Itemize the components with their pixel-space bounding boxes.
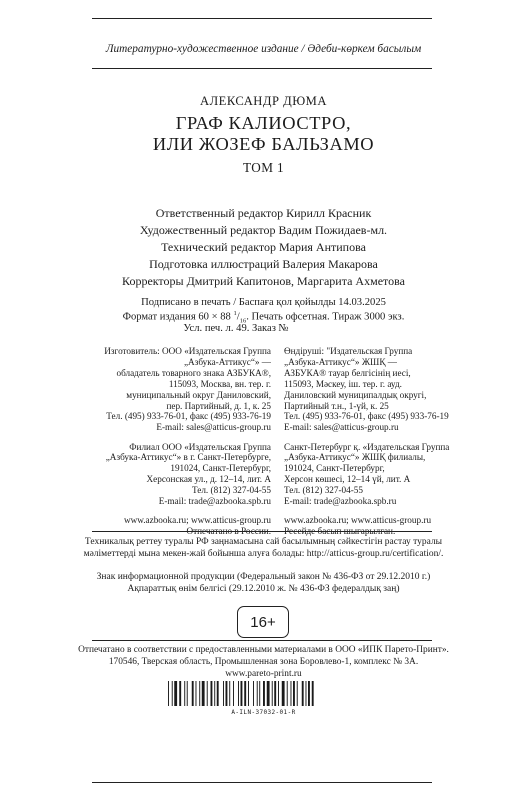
- text-line: Херсонская ул., д. 12–14, лит. А: [146, 474, 271, 485]
- text-line: „Азбука-Аттикус“» ЖШҚ —: [284, 356, 397, 367]
- publisher-ru: [70, 346, 271, 545]
- text-line: Херсон көшесі, 12–14 үй, лит. А: [284, 474, 411, 485]
- signing-date: Подписано в печать / Баспаға қол қойылды 14.03.2025: [141, 297, 386, 308]
- manufacturer-ru: [70, 346, 271, 433]
- kz-regulation-line: мәліметтерді мына мекен-жай бойынша алуға болады: http://atticus-group.ru/certification/.: [83, 549, 444, 559]
- text-line: „Азбука-Аттикус“» —: [183, 356, 271, 367]
- info-sign-line: Ақпараттық өнім белгісі (29.12.2010 ж. № 436-ФЗ федералдық заң): [127, 584, 400, 594]
- printing-line: 170546, Тверская область, Промышленная зона Боровлево-1, комплекс № 3А.: [108, 657, 419, 667]
- text-line: 191024, Санкт-Петербург,: [284, 463, 385, 474]
- kz-regulation-line: Техникалық реттеу туралы РФ заңнамасына сай басылымның сәйкестігін растау туралы: [84, 537, 443, 547]
- text-line: Тел. (812) 327-04-55: [284, 485, 363, 496]
- edition-rule: [92, 68, 432, 69]
- text-line: АЗБУКА® тауар белгісінің иесі,: [284, 367, 411, 378]
- branch-ru: [70, 442, 271, 507]
- text-line: E-mail: sales@atticus-group.ru: [284, 422, 399, 433]
- credit-line: Художественный редактор Вадим Пожидаев-мл.: [139, 223, 388, 237]
- printing-url: www.pareto-print.ru: [225, 669, 302, 679]
- text-line: www.azbooka.ru; www.atticus-group.ru: [284, 515, 432, 526]
- publisher-kz: [284, 346, 494, 545]
- text-line: E-mail: sales@atticus-group.ru: [156, 422, 271, 433]
- text-line: E-mail: trade@azbooka.spb.ru: [284, 496, 397, 507]
- edition-type: Литературно-художественное издание / Әдеби-көркем басылым: [105, 43, 422, 55]
- websites-ru: [70, 515, 271, 537]
- manufacturer-kz: [284, 346, 494, 433]
- text-line: Отпечатано в России.: [186, 526, 271, 537]
- text-line: Тел. (495) 933-76-01, факс (495) 933-76-19: [106, 411, 271, 422]
- text-line: 115093, Мәскеу, іш. тер. г. ауд.: [284, 378, 402, 389]
- text-line: Даниловский муниципалдық округі,: [284, 389, 427, 400]
- text-line: 115093, Москва, вн. тер. г.: [168, 378, 271, 389]
- text-line: Партийный т.н., 1-үй, к. 25: [284, 400, 389, 411]
- text-line: „Азбука-Аттикус“» ЖШҚ филиалы,: [284, 452, 426, 463]
- print-specs: [0, 323, 527, 334]
- text-line: E-mail: trade@azbooka.spb.ru: [158, 496, 271, 507]
- format-fraction-den: 16: [239, 317, 247, 325]
- credit-line: Корректоры Дмитрий Капитонов, Маргарита Ахметова: [122, 274, 405, 288]
- title-line-2: ИЛИ ЖОЗЕФ БАЛЬЗАМО: [152, 134, 375, 154]
- text-line: 191024, Санкт-Петербург,: [170, 463, 271, 474]
- columns-rule: [92, 531, 432, 532]
- credit-line: Технический редактор Мария Антипова: [161, 240, 366, 254]
- volume-label: ТОМ 1: [242, 160, 285, 175]
- branch-kz: [284, 442, 494, 507]
- text-line: www.azbooka.ru; www.atticus-group.ru: [123, 515, 271, 526]
- format-suffix: . Печать офсетная. Тираж 3000 экз.: [246, 311, 405, 323]
- printing-line: Отпечатано в соответствии с предоставленными материалами в ООО «ИПК Парето-Принт».: [78, 645, 449, 655]
- credit-line: Ответственный редактор Кирилл Красник: [155, 206, 372, 220]
- text-line: Санкт-Петербург қ. «Издательская Группа: [284, 441, 450, 452]
- bottom-rule: [92, 782, 432, 783]
- text-line: Тел. (495) 933-76-01, факс (495) 933-76-19: [284, 411, 449, 422]
- format-line: Формат издания 60 × 88 $^1/_{16}$. Печать офсетная. Тираж 3000 экз.: [122, 310, 405, 325]
- text-line: Тел. (812) 327-04-55: [192, 485, 271, 496]
- format-prefix: Формат издания 60 × 88: [122, 311, 234, 323]
- age-rating-badge: 16+: [237, 606, 289, 638]
- text-line: Ресейде басып шығарылған.: [284, 526, 396, 537]
- credit-line: Подготовка иллюстраций Валерия Макарова: [149, 257, 378, 271]
- title-line-1: ГРАФ КАЛИОСТРО,: [175, 113, 352, 133]
- format-fraction-num: 1: [233, 310, 237, 317]
- text-line: „Азбука-Аттикус“» в г. Санкт-Петербурге,: [105, 452, 271, 463]
- text-line: муниципальный округ Даниловский,: [126, 389, 271, 400]
- barcode-image: [168, 681, 356, 706]
- author-name: АЛЕКСАНДР ДЮМА: [200, 94, 327, 108]
- text-line: Филиал ООО «Издательская Группа: [129, 441, 271, 452]
- websites-kz: [284, 515, 494, 537]
- text-line: пер. Партийный, д. 1, к. 25: [166, 400, 271, 411]
- text-line: Өндіруші: "Издательская Группа: [284, 346, 413, 356]
- barcode-number: A-ILN-37032-01-R: [231, 709, 296, 716]
- top-rule: [92, 18, 432, 19]
- order-number: Усл. печ. л. 49. Заказ №: [183, 323, 289, 334]
- text-line: обладатель товарного знака АЗБУКА®,: [116, 367, 271, 378]
- text-line: Изготовитель: ООО «Издательская Группа: [104, 346, 271, 356]
- info-sign-line: Знак информационной продукции (Федеральный закон № 436-ФЗ от 29.12.2010 г.): [96, 572, 431, 582]
- printing-rule: [92, 640, 432, 641]
